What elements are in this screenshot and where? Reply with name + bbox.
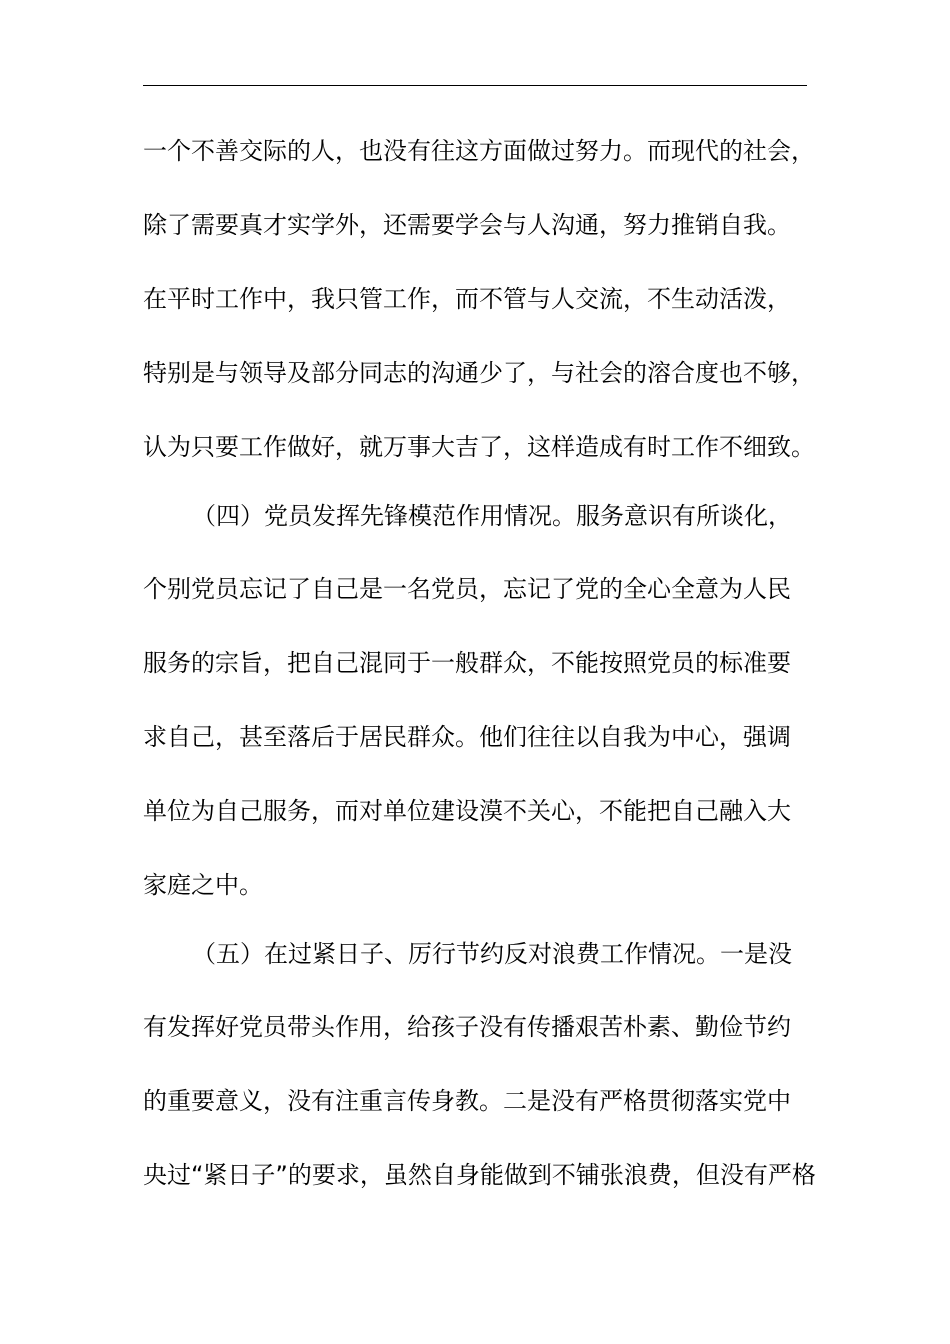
text-line: 在平时工作中，我只管工作，而不管与人交流，不生动活泼， <box>143 285 791 313</box>
text-line: 单位为自己服务，而对单位建设漠不关心，不能把自己融入大 <box>143 797 791 825</box>
text-line: 特别是与领导及部分同志的沟通少了，与社会的溶合度也不够， <box>143 359 815 387</box>
text-line: 个别党员忘记了自己是一名党员，忘记了党的全心全意为人民 <box>143 575 791 603</box>
text-line: 服务的宗旨，把自己混同于一般群众，不能按照党员的标准要 <box>143 649 791 677</box>
text-line: 除了需要真才实学外，还需要学会与人沟通，努力推销自我。 <box>143 211 791 239</box>
text-line: 认为只要工作做好，就万事大吉了，这样造成有时工作不细致。 <box>143 433 815 461</box>
paragraph-heading-five: （五）在过紧日子、厉行节约反对浪费工作情况。一是没 <box>192 940 792 968</box>
paragraph-heading-four: （四）党员发挥先锋模范作用情况。服务意识有所谈化， <box>192 502 792 530</box>
text-line: 一个不善交际的人，也没有往这方面做过努力。而现代的社会， <box>143 137 815 165</box>
text-line: 家庭之中。 <box>143 871 263 899</box>
header-rule <box>143 85 807 86</box>
text-line: 央过“紧日子”的要求，虽然自身能做到不铺张浪费，但没有严格 <box>143 1161 816 1189</box>
text-line: 有发挥好党员带头作用，给孩子没有传播艰苦朴素、勤俭节约 <box>143 1013 791 1041</box>
text-line: 的重要意义，没有注重言传身教。二是没有严格贯彻落实党中 <box>143 1087 791 1115</box>
text-line: 求自己，甚至落后于居民群众。他们往往以自我为中心，强调 <box>143 723 791 751</box>
